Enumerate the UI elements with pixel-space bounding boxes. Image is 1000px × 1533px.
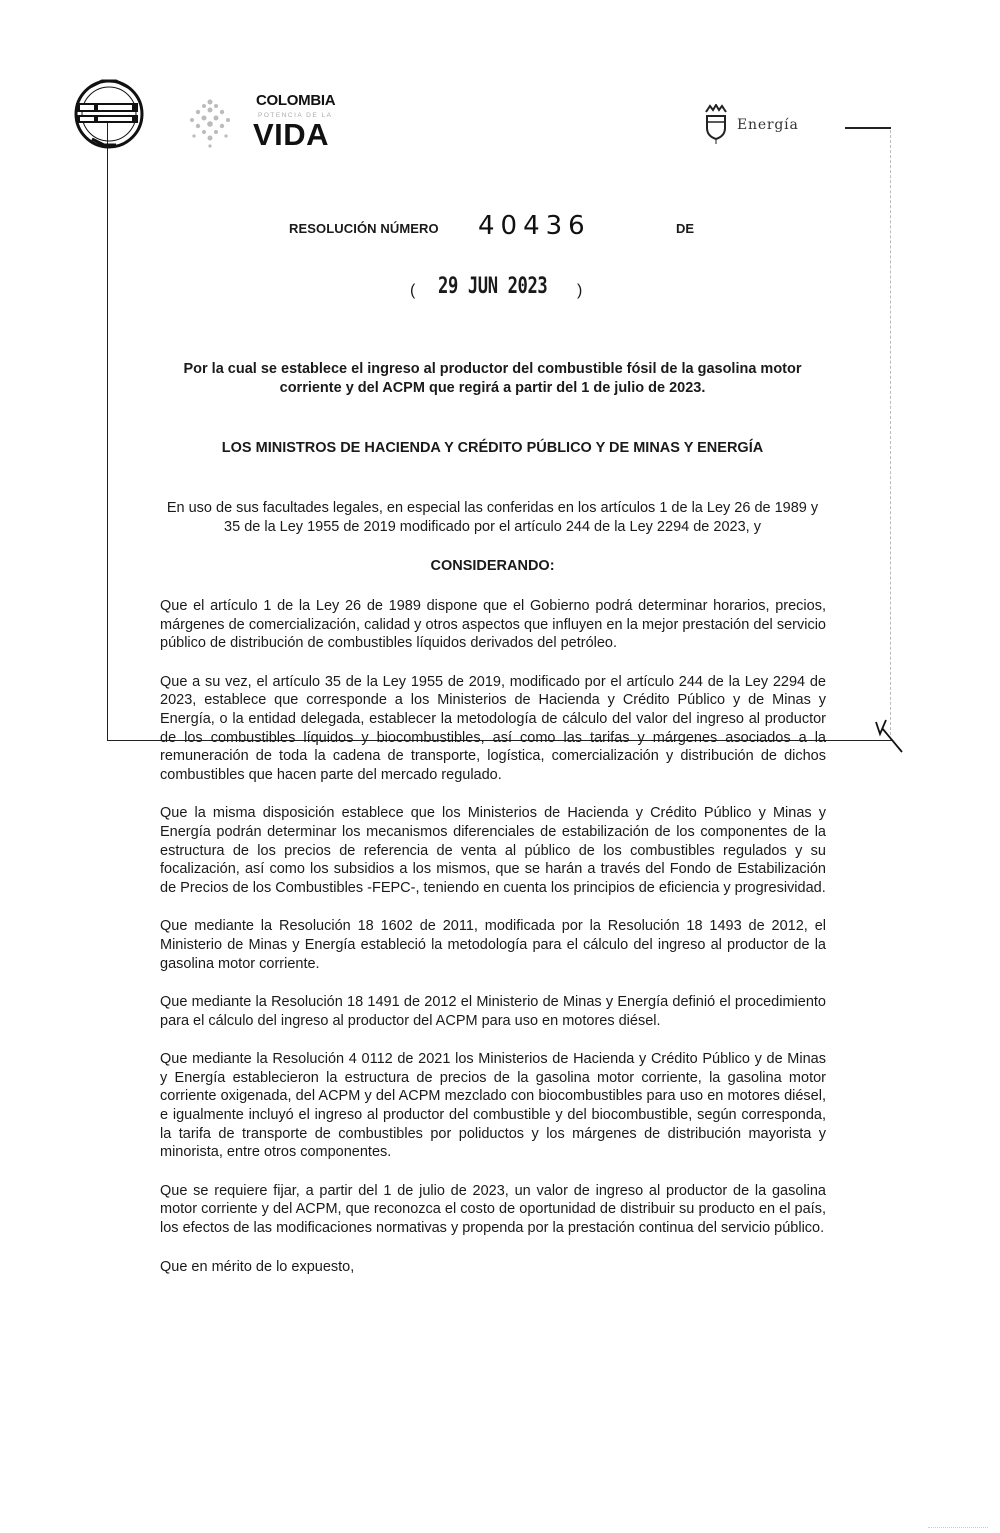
resolution-number: 40436 bbox=[478, 211, 591, 241]
resolution-title: Por la cual se establece el ingreso al productor del combustible fósil de la gasolina motor corriente y del ACPM que regirá a partir del 1 de julio de 2023. bbox=[183, 361, 802, 396]
date-open-paren: ( bbox=[410, 282, 416, 299]
paragraph: Que se requiere fijar, a partir del 1 de julio de 2023, un valor de ingreso al productor de la gasolina motor corriente y del ACPM, que reconozca el costo de oportunidad de distribuir su producto en el país, los efectos de las modificaciones normativas y propenda por la prestación continua del servicio público. bbox=[160, 1182, 826, 1237]
resolution-label: RESOLUCIÓN NÚMERO bbox=[289, 221, 439, 236]
handwritten-initial-icon bbox=[872, 716, 908, 756]
paragraph: Que a su vez, el artículo 35 de la Ley 1955 de 2019, modificado por el artículo 244 de la Ley 2294 de 2023, establece que corresponde a los Ministerios de Hacienda y Crédito Público y de Minas y Energía, o la entidad delegada, establecer la metodología de cálculo del valor del ingreso al productor de los combustibles líquidos y biocombustibles, así como las tarifas y márgenes asociados a la remuneración de toda la cadena de transporte, logística, comercialización y distribución de dichos combustibles que hacen parte del mercado regulado. bbox=[160, 673, 826, 783]
margin-line-left bbox=[107, 115, 108, 741]
paragraph: Que la misma disposición establece que los Ministerios de Hacienda y Crédito Público y Minas y Energía podrán determinar los mecanismos diferenciales de estabilización de los componentes de la estructura de los precios de referencia de venta al público de los combustibles regulados y su focalización, así como los subsidios a los mismos, que se harán a través del Fondo de Estabilización de Precios de los Combustibles -FEPC-, teniendo en cuenta los principios de eficiencia y progresividad. bbox=[160, 805, 826, 896]
resolution-de-label: DE bbox=[676, 221, 695, 236]
considerando-heading: CONSIDERANDO: bbox=[430, 558, 555, 574]
authority-heading: LOS MINISTROS DE HACIENDA Y CRÉDITO PÚBLICO Y DE MINAS Y ENERGÍA bbox=[221, 440, 764, 456]
paragraph: Que mediante la Resolución 4 0112 de 2021 los Ministerios de Hacienda y Crédito Público y de Minas y Energía establecieron la estructura de precios de la gasolina motor corriente, la gasolina motor corriente oxigenada, del ACPM y del ACPM mezclado con biocombustibles para uso en motores diésel, e igualmente incluyó el ingreso al productor del combustible y del biocombustible, según corresponda, la tarifa de transporte de combustibles por poliductos y los márgenes de distribución mayorista y minorista, entre otros componentes. bbox=[160, 1051, 826, 1161]
colombia-star-logo-icon bbox=[182, 94, 238, 150]
logo-colombia-text: COLOMBIA bbox=[256, 92, 336, 109]
seal-stamp-icon bbox=[70, 75, 148, 153]
considerations-body bbox=[160, 597, 826, 1296]
margin-line-right bbox=[890, 130, 891, 740]
paragraph: Que el artículo 1 de la Ley 26 de 1989 dispone que el Gobierno podrá determinar horarios, precios, márgenes de comercialización, calidad y otros aspectos que influyen en la mejor prestación del servicio público de distribución de combustibles líquidos derivados del petróleo. bbox=[160, 598, 826, 652]
legal-basis-intro: En uso de sus facultades legales, en especial las conferidas en los artículos 1 de la Ley 26 de 1989 y 35 de la Ley 1955 de 2019 modificado por el artículo 244 de la Ley 2294 de 2023, y bbox=[166, 500, 819, 535]
ministry-energy-label: Energía bbox=[737, 117, 799, 133]
resolution-date: 29 JUN 2023 bbox=[438, 274, 548, 299]
page-corner-line bbox=[928, 1527, 988, 1528]
logo-potencia-text: POTENCIA DE LA bbox=[258, 112, 333, 119]
paragraph: Que mediante la Resolución 18 1602 de 2011, modificada por la Resolución 18 1493 de 2012, el Ministerio de Minas y Energía estableció la metodología para el cálculo del ingreso al productor de la gasolina motor corriente. bbox=[160, 918, 826, 972]
paragraph: Que en mérito de lo expuesto, bbox=[160, 1258, 355, 1275]
coat-of-arms-icon bbox=[700, 104, 732, 144]
date-close-paren: ) bbox=[577, 282, 583, 299]
margin-line-top-right bbox=[845, 127, 891, 129]
logo-vida-text: VIDA bbox=[253, 117, 330, 152]
paragraph: Que mediante la Resolución 18 1491 de 2012 el Ministerio de Minas y Energía definió el procedimiento para el cálculo del ingreso al productor del ACPM para uso en motores diésel. bbox=[160, 994, 826, 1029]
